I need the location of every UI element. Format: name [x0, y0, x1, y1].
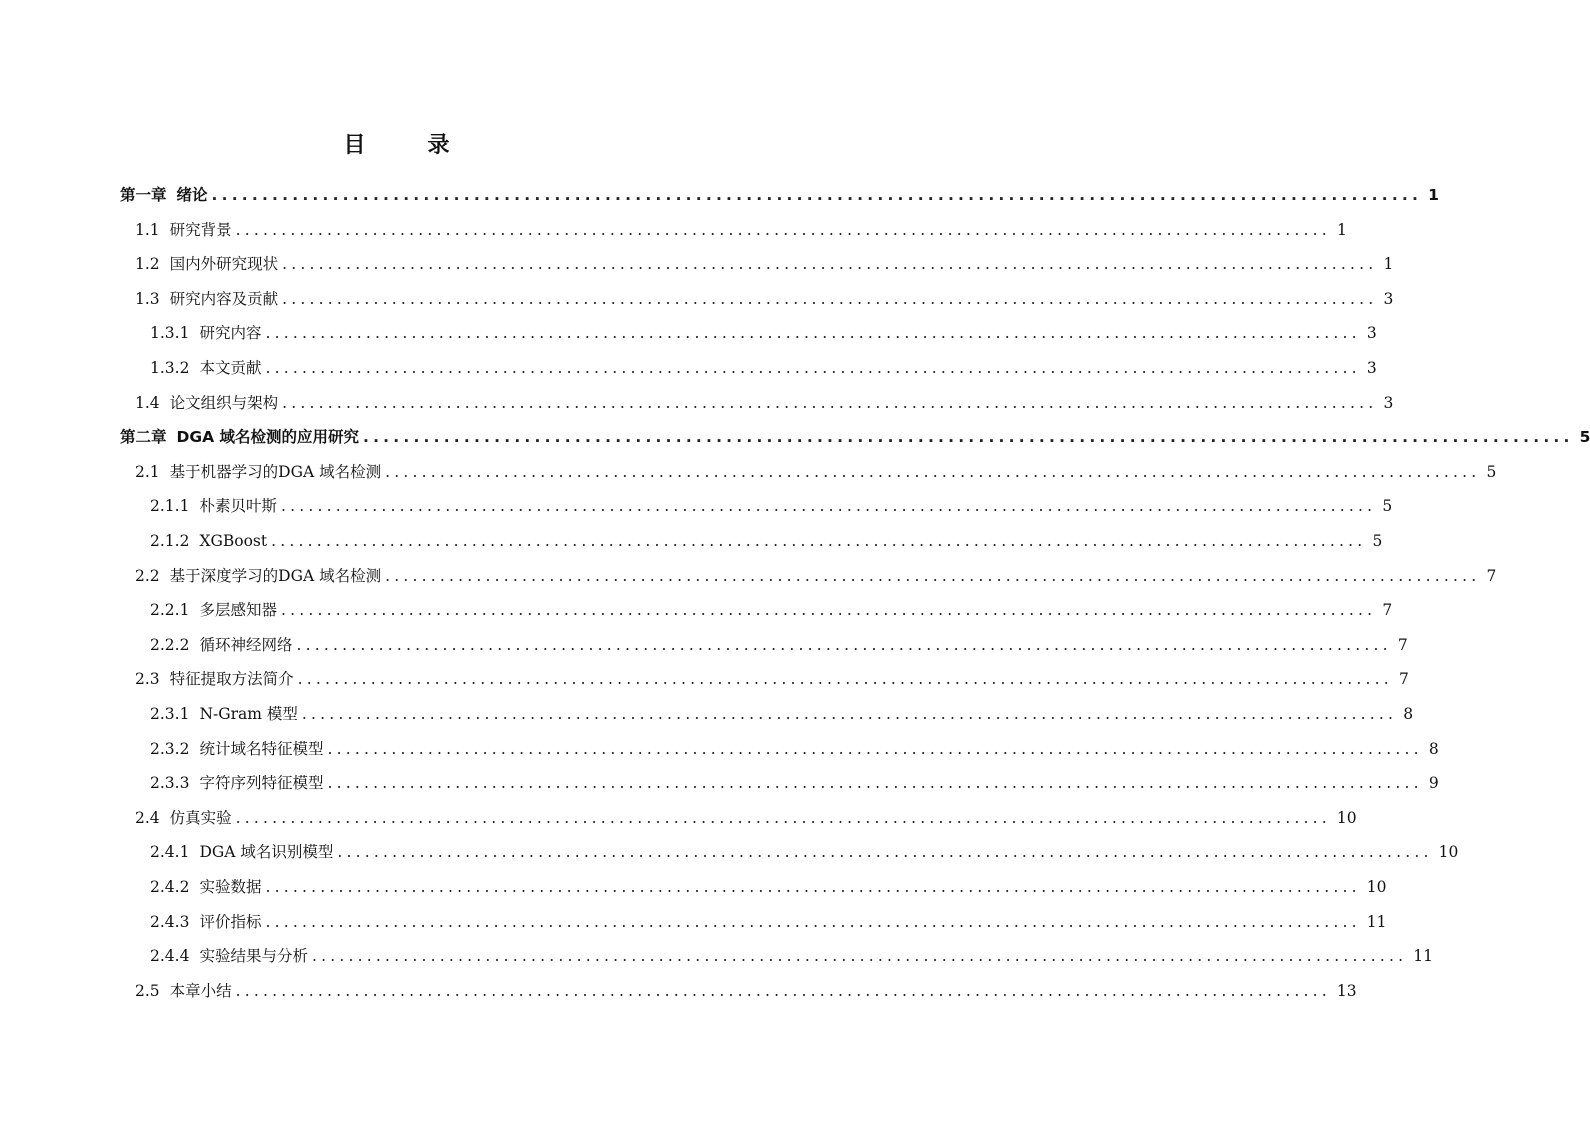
toc-entry-number: 2.4.3: [150, 912, 190, 931]
toc-entry-title: 基于深度学习的DGA 域名检测: [169, 566, 382, 585]
toc-dot-leader: ........................................................................................................................: [327, 774, 1423, 793]
toc-entry[interactable]: [135, 801, 1357, 835]
toc-entry-page: 8: [1428, 739, 1439, 758]
toc-dot-leader: ........................................................................................................................: [280, 497, 1377, 516]
toc-entry-number: 2.3: [135, 670, 160, 689]
toc-dot-leader: ........................................................................................................................: [265, 912, 1361, 931]
toc-entry-number: 1.3.2: [150, 359, 190, 377]
toc-entry-title: N-Gram 模型: [199, 705, 298, 723]
toc-entry[interactable]: [150, 593, 1393, 627]
toc-entry-title: 多层感知器: [199, 601, 277, 620]
toc-entry-number: 2.5: [135, 981, 160, 1000]
toc-entry-page: 5: [1382, 497, 1393, 516]
toc-entry[interactable]: [135, 662, 1409, 696]
toc-entry-number: 1.2: [135, 255, 160, 274]
toc-entry-page: 7: [1382, 601, 1393, 620]
toc-entry-title: 循环神经网络: [199, 635, 293, 654]
toc-entry[interactable]: [150, 939, 1433, 973]
toc-entry-title: 绪论: [176, 186, 208, 204]
toc-entry[interactable]: [150, 870, 1387, 904]
toc-entry-page: 10: [1366, 878, 1387, 896]
toc-entry-title: 朴素贝叶斯: [199, 497, 277, 516]
toc-entry-title: 研究背景: [169, 220, 232, 239]
toc-dot-leader: ........................................................................................................................: [235, 981, 1331, 1000]
toc-entry-page: 5: [1372, 532, 1383, 550]
toc-entry[interactable]: [150, 766, 1439, 800]
toc-entry-number: 2.4.2: [150, 878, 190, 896]
toc-entry[interactable]: [150, 835, 1459, 869]
toc-entry-title: 统计域名特征模型: [199, 739, 324, 758]
toc-entry-title: 仿真实验: [169, 808, 232, 827]
toc-dot-leader: ........................................................................................................................: [265, 359, 1361, 377]
toc-entry[interactable]: [135, 282, 1394, 316]
toc-dot-leader: ........................................................................................................................: [385, 566, 1481, 585]
toc-entry-title: 本文贡献: [199, 359, 262, 377]
toc-dot-leader: ........................................................................................................................: [235, 808, 1331, 827]
toc-title: 目 录: [343, 133, 470, 158]
toc-entry-title: 本章小结: [169, 981, 232, 1000]
toc-entry-number: 2.3.2: [150, 739, 190, 758]
toc-entry-number: 2.3.3: [150, 774, 190, 793]
toc-entry-page: 3: [1383, 393, 1394, 412]
toc-entry-number: 2.2: [135, 566, 160, 585]
toc-entry-title: 评价指标: [199, 912, 262, 931]
toc-dot-leader: ........................................................................................................................: [297, 670, 1393, 689]
toc-entry-page: 8: [1403, 705, 1414, 723]
toc-entry[interactable]: [120, 420, 1590, 454]
toc-entry-page: 3: [1366, 324, 1377, 343]
toc-entry[interactable]: [150, 628, 1408, 662]
toc-entry-page: 5: [1579, 428, 1590, 447]
toc-dot-leader: ........................................................................................................................: [271, 532, 1367, 550]
toc-entry-number: 2.1.1: [150, 497, 190, 516]
toc-dot-leader: ........................................................................................................................: [311, 947, 1408, 966]
toc-entry[interactable]: [150, 351, 1377, 385]
toc-entry-number: 1.3: [135, 289, 160, 308]
toc-entry-title: 字符序列特征模型: [199, 774, 324, 793]
toc-entry-title: 论文组织与架构: [169, 393, 279, 412]
toc-entry-number: 2.4.4: [150, 947, 190, 966]
toc-entry[interactable]: [135, 386, 1394, 420]
toc-dot-leader: ........................................................................................................................: [282, 289, 1378, 308]
toc-entry-number: 2.1: [135, 462, 160, 481]
toc-entry-number: 1.4: [135, 393, 160, 412]
toc-entry-title: 基于机器学习的DGA 域名检测: [169, 462, 382, 481]
toc-entry-page: 11: [1413, 947, 1433, 966]
toc-entry-page: 1: [1383, 255, 1394, 274]
toc-dot-leader: ........................................................................................................................: [327, 739, 1423, 758]
toc-entry[interactable]: [135, 974, 1357, 1008]
toc-dot-leader: ........................................................................................................................: [282, 393, 1378, 412]
toc-entry-title: 研究内容及贡献: [169, 289, 279, 308]
toc-entry-number: 2.3.1: [150, 705, 190, 723]
toc-entry-title: XGBoost: [199, 532, 268, 550]
toc-entry[interactable]: [135, 247, 1394, 281]
toc-entry[interactable]: [150, 316, 1377, 350]
toc-entry-title: DGA 域名检测的应用研究: [176, 428, 359, 447]
toc-dot-leader: ........................................................................................................................: [235, 220, 1331, 239]
toc-entry-page: 9: [1428, 774, 1439, 793]
toc-entry-number: 2.2.1: [150, 601, 190, 620]
toc-entry-number: 2.2.2: [150, 635, 190, 654]
toc-entry-page: 10: [1336, 808, 1357, 827]
toc-entry-page: 11: [1366, 912, 1387, 931]
toc-entry-title: 国内外研究现状: [169, 255, 279, 274]
toc-entry-number: 1.1: [135, 220, 160, 239]
toc-entry[interactable]: [150, 697, 1414, 731]
toc-dot-leader: ........................................................................................................................: [301, 705, 1398, 723]
toc-entry-title: 研究内容: [199, 324, 262, 343]
toc-dot-leader: ........................................................................................................................: [296, 635, 1392, 654]
toc-entry-number: 2.4.1: [150, 843, 190, 862]
toc-entry[interactable]: [150, 905, 1387, 939]
toc-entry-page: 13: [1336, 981, 1357, 1000]
toc-entry-number: 1.3.1: [150, 324, 190, 343]
toc-entry[interactable]: [150, 732, 1439, 766]
toc-dot-leader: ........................................................................................................................: [211, 186, 1423, 204]
toc-entry-title: 实验数据: [199, 878, 262, 896]
toc-entry-number: 2.4: [135, 808, 160, 827]
toc-entry-title: 实验结果与分析: [199, 947, 308, 966]
toc-entry[interactable]: [135, 455, 1497, 489]
toc-entry[interactable]: [135, 559, 1497, 593]
toc-entry-page: 7: [1486, 566, 1497, 585]
toc-entry-number: 第一章: [120, 186, 167, 204]
toc-dot-leader: ........................................................................................................................: [280, 601, 1377, 620]
toc-entry-page: 7: [1399, 670, 1409, 689]
toc-entry-page: 7: [1397, 635, 1408, 654]
toc-entry-page: 3: [1366, 359, 1377, 377]
toc-entry-page: 1: [1428, 186, 1439, 204]
toc-entry-page: 3: [1383, 289, 1394, 308]
toc-entry-page: 5: [1486, 462, 1497, 481]
toc-dot-leader: ........................................................................................................................: [265, 324, 1361, 343]
toc-entry-title: DGA 域名识别模型: [199, 843, 334, 862]
toc-entry[interactable]: [135, 213, 1347, 247]
toc-dot-leader: ........................................................................................................................: [385, 462, 1481, 481]
toc-entry[interactable]: [150, 524, 1383, 558]
toc-entry[interactable]: [150, 489, 1393, 523]
toc-dot-leader: ........................................................................................................................: [282, 255, 1378, 274]
toc-entry-page: 1: [1337, 220, 1347, 239]
toc-entry-number: 第二章: [120, 428, 167, 447]
toc-entry-page: 10: [1438, 843, 1459, 862]
toc-dot-leader: ........................................................................................................................: [363, 428, 1574, 447]
toc-entry[interactable]: [120, 178, 1439, 212]
toc-entry-number: 2.1.2: [150, 532, 190, 550]
toc-entry-title: 特征提取方法简介: [169, 670, 294, 689]
toc-dot-leader: ........................................................................................................................: [265, 878, 1361, 896]
toc-dot-leader: ........................................................................................................................: [337, 843, 1433, 862]
